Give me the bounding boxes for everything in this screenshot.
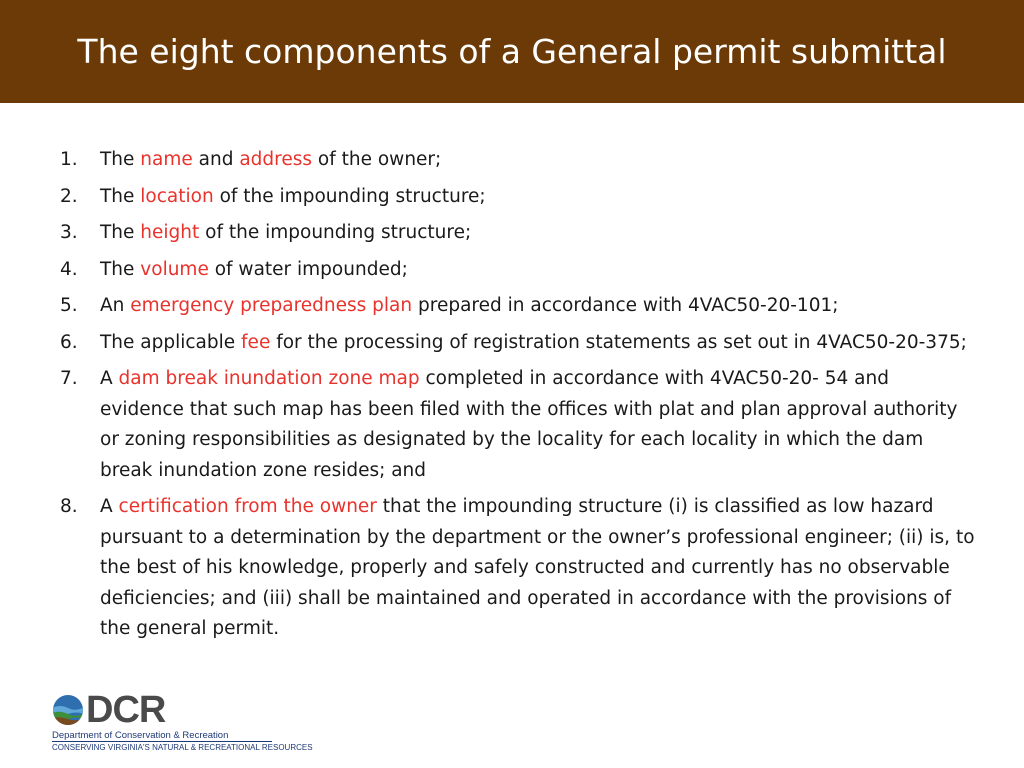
list-item-number: 4.	[60, 258, 78, 280]
text-segment: A	[100, 368, 119, 389]
text-segment: of the owner;	[312, 149, 442, 170]
text-segment: completed in accordance with 4VAC50-20- 54 and evidence that such map has been filed with the offices with plat and plan approval authority or zoning responsibilities as designated by the locality for each locality in which the dam break inundation zone resides; and	[100, 368, 958, 481]
list-item-text	[100, 182, 975, 213]
list-item	[60, 291, 975, 322]
components-list	[60, 145, 975, 651]
text-segment: that the impounding structure (i) is classified as low hazard pursuant to a determination by the department or the owner’s professional engineer; (ii) is, to the best of his knowledge, properly and safely constructed and currently has no observable deficiencies; and (iii) shall be maintained and operated in accordance with the provisions of the general permit.	[100, 496, 975, 639]
list-item	[60, 218, 975, 249]
highlighted-term: volume	[140, 258, 209, 280]
text-segment: of the impounding structure;	[199, 222, 472, 243]
text-segment: of water impounded;	[208, 258, 408, 280]
list-item-text	[100, 492, 975, 645]
text-segment: A	[100, 496, 119, 517]
list-item	[60, 255, 975, 286]
text-segment: for the processing of registration statements as set out in 4VAC50-20-375;	[270, 331, 967, 353]
text-segment: of the impounding structure;	[213, 185, 486, 207]
highlighted-term: name	[140, 149, 193, 170]
list-item-number: 2.	[60, 185, 78, 207]
highlighted-term: dam break inundation zone map	[118, 368, 420, 389]
list-item	[60, 492, 975, 645]
list-item-number: 5.	[60, 295, 78, 316]
list-item	[60, 182, 975, 213]
text-segment: prepared in accordance with 4VAC50-20-101;	[412, 295, 839, 316]
highlighted-term: address	[239, 149, 313, 170]
text-segment: The	[100, 258, 141, 280]
dcr-tagline: CONSERVING VIRGINIA'S NATURAL & RECREATIONAL RESOURCES	[52, 743, 313, 752]
highlighted-term: height	[140, 222, 200, 243]
highlighted-term: certification from the owner	[118, 496, 377, 517]
list-item	[60, 145, 975, 176]
list-item-text	[100, 291, 975, 322]
dcr-logo	[52, 689, 313, 756]
highlighted-term: emergency preparedness plan	[130, 295, 413, 316]
list-item-text	[100, 145, 975, 176]
list-item-text	[100, 364, 975, 486]
text-segment: The	[100, 149, 141, 170]
list-item-text	[100, 218, 975, 249]
dcr-globe-logo-icon	[52, 694, 84, 726]
list-item-text	[100, 255, 975, 286]
title-bar	[0, 0, 1024, 103]
list-item	[60, 364, 975, 486]
highlighted-term: location	[140, 185, 214, 207]
dcr-letters: DCR	[86, 689, 166, 731]
dcr-department-name: Department of Conservation & Recreation	[52, 730, 272, 742]
list-item-number: 1.	[60, 149, 78, 170]
text-segment: The applicable	[100, 331, 242, 353]
text-segment: and	[192, 149, 240, 170]
list-item-number: 7.	[60, 368, 78, 389]
list-item-number: 3.	[60, 222, 78, 243]
highlighted-term: fee	[241, 331, 271, 353]
list-item-number: 6.	[60, 331, 78, 353]
text-segment: The	[100, 185, 141, 207]
slide-title: The eight components of a General permit submittal	[77, 31, 947, 71]
list-item-number: 8.	[60, 496, 78, 517]
text-segment: An	[100, 295, 131, 316]
list-item	[60, 328, 975, 359]
list-item-text	[100, 328, 975, 359]
text-segment: The	[100, 222, 141, 243]
